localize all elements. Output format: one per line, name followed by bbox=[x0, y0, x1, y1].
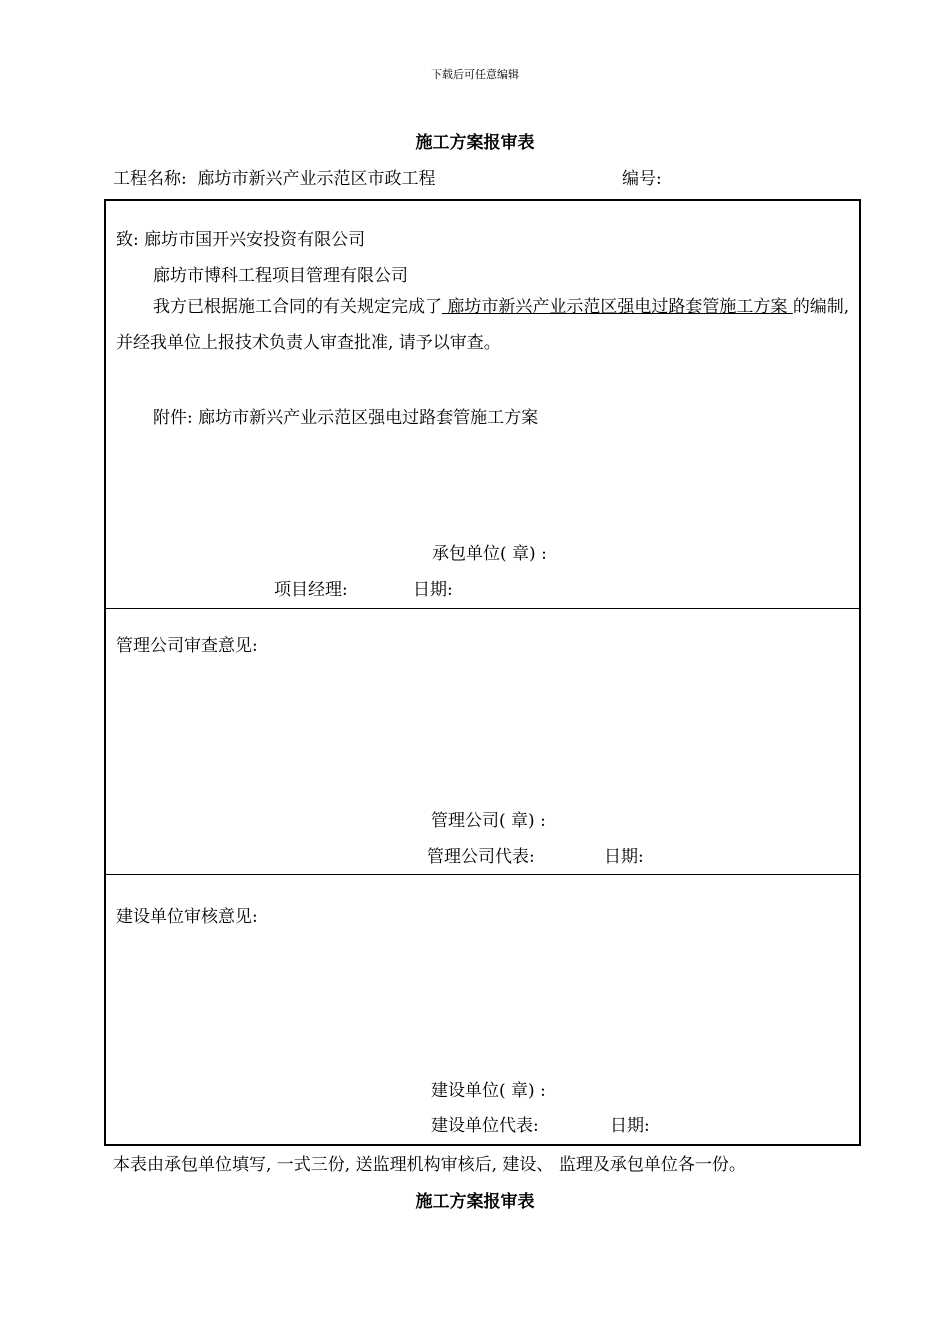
submission-body bbox=[116, 289, 854, 361]
project-name: 廊坊市新兴产业示范区市政工程 bbox=[197, 169, 436, 189]
section1-date-label: 日期: bbox=[413, 580, 453, 600]
section2-date-label: 日期: bbox=[604, 847, 644, 867]
management-review-heading: 管理公司审查意见: bbox=[116, 636, 258, 656]
project-label: 工程名称: bbox=[113, 169, 187, 189]
to-label: 致: bbox=[116, 230, 139, 250]
management-rep-label: 管理公司代表: bbox=[427, 847, 535, 867]
footer-note: 本表由承包单位填写, 一式三份, 送监理机构审核后, 建设、 监理及承包单位各一份。 bbox=[113, 1155, 746, 1175]
project-manager-label: 项目经理: bbox=[274, 580, 348, 600]
form-title: 施工方案报审表 bbox=[415, 133, 535, 153]
contractor-seal: 承包单位( 章) : bbox=[432, 544, 547, 564]
divider-2 bbox=[106, 874, 859, 875]
construction-seal: 建设单位( 章) : bbox=[431, 1081, 546, 1101]
attachment: 附件: 廊坊市新兴产业示范区强电过路套管施工方案 bbox=[153, 408, 539, 428]
construction-review-heading: 建设单位审核意见: bbox=[116, 907, 258, 927]
recipient-1: 廊坊市国开兴安投资有限公司 bbox=[144, 230, 366, 250]
divider-1 bbox=[106, 608, 859, 609]
header-note: 下载后可任意编辑 bbox=[431, 68, 519, 81]
repeat-title: 施工方案报审表 bbox=[415, 1192, 535, 1212]
recipient-2: 廊坊市博科工程项目管理有限公司 bbox=[153, 266, 408, 286]
construction-rep-label: 建设单位代表: bbox=[431, 1116, 539, 1136]
review-form bbox=[104, 199, 861, 1146]
management-seal: 管理公司( 章) : bbox=[431, 811, 546, 831]
code-label: 编号: bbox=[622, 169, 662, 189]
project-info bbox=[113, 164, 436, 189]
recipient-line bbox=[116, 225, 365, 250]
section3-date-label: 日期: bbox=[610, 1116, 650, 1136]
body-suffix: 的编制, 并经我单位上报技术负责人审查批准, 请予以审查。 bbox=[116, 297, 850, 353]
body-prefix: 我方已根据施工合同的有关规定完成了 bbox=[153, 297, 442, 317]
plan-name-underlined: 廊坊市新兴产业示范区强电过路套管施工方案 bbox=[442, 297, 793, 317]
